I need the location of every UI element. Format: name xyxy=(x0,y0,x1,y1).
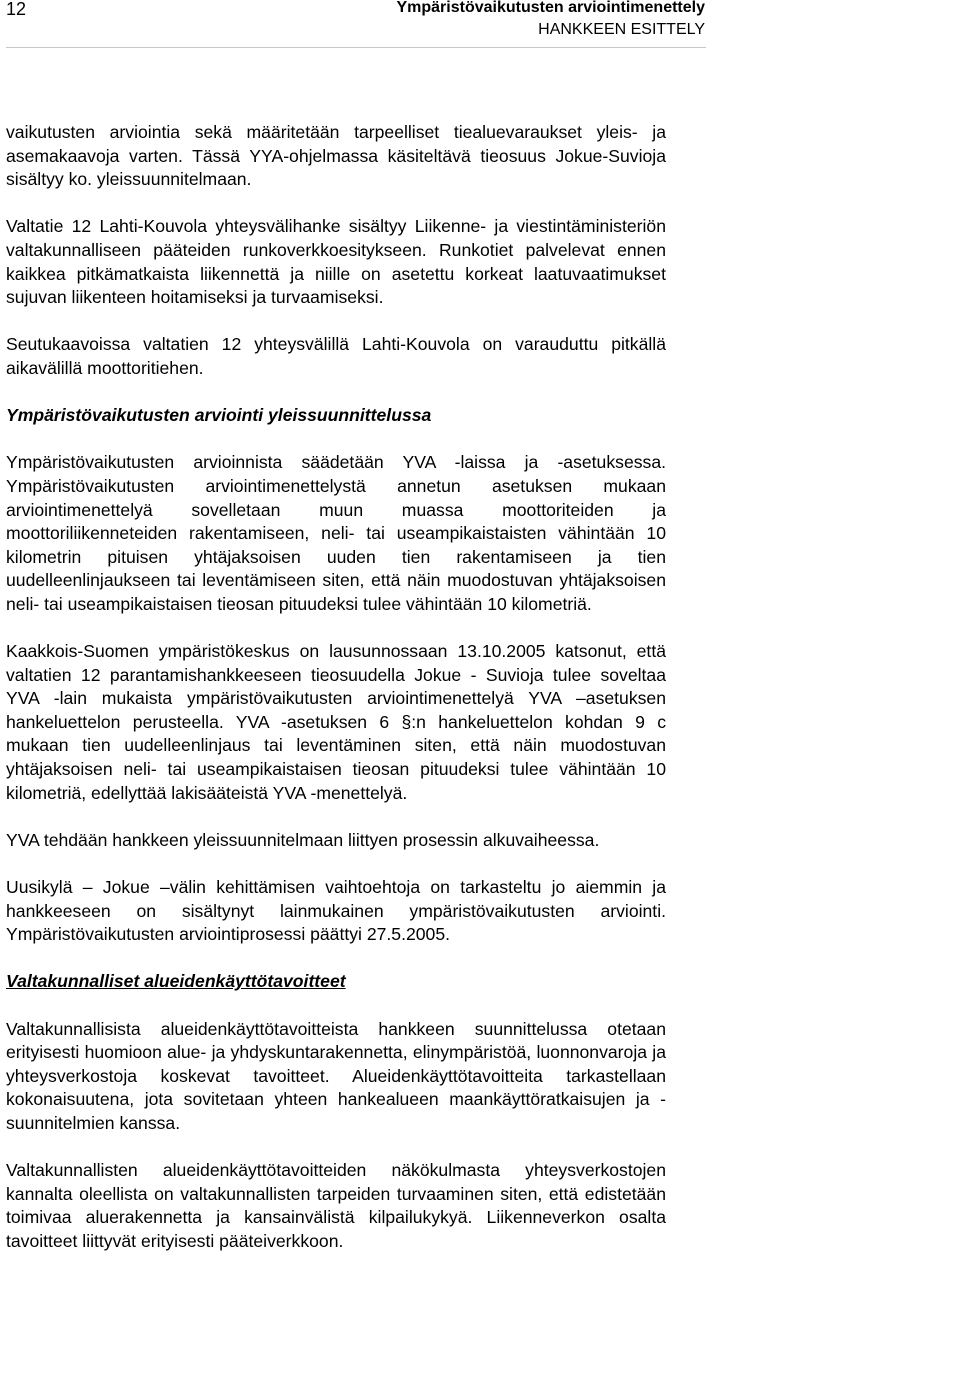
page-header xyxy=(0,0,960,52)
body-paragraph: Valtakunnallisista alueidenkäyttötavoitteista hankkeen suunnittelussa otetaan erityisesti huomioon alue- ja yhdyskuntarakennetta, elinympäristöä, luonnonvaroja ja yhteysverkostoja koskevat tavoitteet. Alueidenkäyttötavoitteita tarkastellaan kokonaisuutena, jota sovitetaan yhteen hankealueen maankäyttöratkaisujen ja -suunnitelmien kanssa. xyxy=(6,1018,666,1133)
header-title: Ympäristövaikutusten arviointimenettely xyxy=(396,0,705,16)
body-paragraph: Seutukaavoissa valtatien 12 yhteysvälillä Lahti-Kouvola on varauduttu pitkällä aikavälillä moottoritiehen. xyxy=(6,334,666,378)
body-paragraph: Uusikylä – Jokue –välin kehittämisen vaihtoehtoja on tarkasteltu jo aiemmin ja hankkeeseen on sisältynyt lainmukainen ympäristövaikutusten arviointi. Ympäristövaikutusten arviointiprosessi päättyi 27.5.2005. xyxy=(6,877,666,945)
section-heading: Ympäristövaikutusten arviointi yleissuunnittelussa xyxy=(6,405,432,426)
body-paragraph: Valtakunnallisten alueidenkäyttötavoitteiden näkökulmasta yhteysverkostojen kannalta oleellista on valtakunnallisten tarpeiden turvaaminen siten, että edistetään toimivaa aluerakennetta ja kansainvälistä kilpailukykyä. Liikenneverkon osalta tavoitteet liittyvät erityisesti pääteiverkkoon. xyxy=(6,1160,666,1251)
body-paragraph: vaikutusten arviointia sekä määritetään tarpeelliset tiealuevaraukset yleis- ja asemakaavoja varten. Tässä YYA-ohjelmassa käsiteltävä tieosuus Jokue-Suvioja sisältyy ko. yleissuunnitelmaan. xyxy=(6,122,666,190)
body-paragraph: YVA tehdään hankkeen yleissuunnitelmaan liittyen prosessin alkuvaiheessa. xyxy=(6,829,600,850)
document-body xyxy=(6,121,666,1277)
body-paragraph: Kaakkois-Suomen ympäristökeskus on lausunnossaan 13.10.2005 katsonut, että valtatien 12 parantamishankkeeseen tieosuudella Jokue - Suvioja tulee soveltaa YVA -lain mukaista ympäristövaikutusten arviointimenettelyä YVA –asetuksen hankeluettelon perusteella. YVA -asetuksen 6 §:n hankeluettelon kohdan 9 c mukaan tien uudelleenlinjaus tai leventäminen siten, että näin muodostuvan yhtäjaksoisen neli- tai useampikaistaisen tieosan pituudeksi tulee vähintään 10 kilometriä, edellyttää lakisääteistä YVA -menettelyä. xyxy=(6,641,666,803)
header-subtitle: HANKKEEN ESITTELY xyxy=(538,21,705,38)
header-divider xyxy=(6,47,706,48)
body-paragraph: Valtatie 12 Lahti-Kouvola yhteysvälihanke sisältyy Liikenne- ja viestintäministeriön valtakunnalliseen pääteiden runkoverkkoesitykseen. Runkotiet palvelevat ennen kaikkea pitkämatkaista liikennettä ja niille on asetettu korkeat laatuvaatimukset sujuvan liikenteen hoitamiseksi ja turvaamiseksi. xyxy=(6,216,666,308)
body-paragraph: Ympäristövaikutusten arvioinnista säädetään YVA -laissa ja -asetuksessa. Ympäristövaikutusten arviointimenettelystä annetun asetuksen mukaan arviointimenettelyä sovelletaan muun muassa moottoriteiden ja moottoriliikenneteiden rakentamiseen, neli- tai useampikaistaisten vähintään 10 kilometrin pituisen yhtäjaksoisen uuden tien rakentamiseen ja tien uudelleenlinjaukseen tai leventämiseen siten, että näin muodostuvan yhtäjaksoisen neli- tai useampikaistaisen tieosan pituudeksi tulee vähintään 10 kilometriä. xyxy=(6,452,666,614)
section-heading: Valtakunnalliset alueidenkäyttötavoitteet xyxy=(6,971,346,992)
page-number: 12 xyxy=(6,0,27,19)
